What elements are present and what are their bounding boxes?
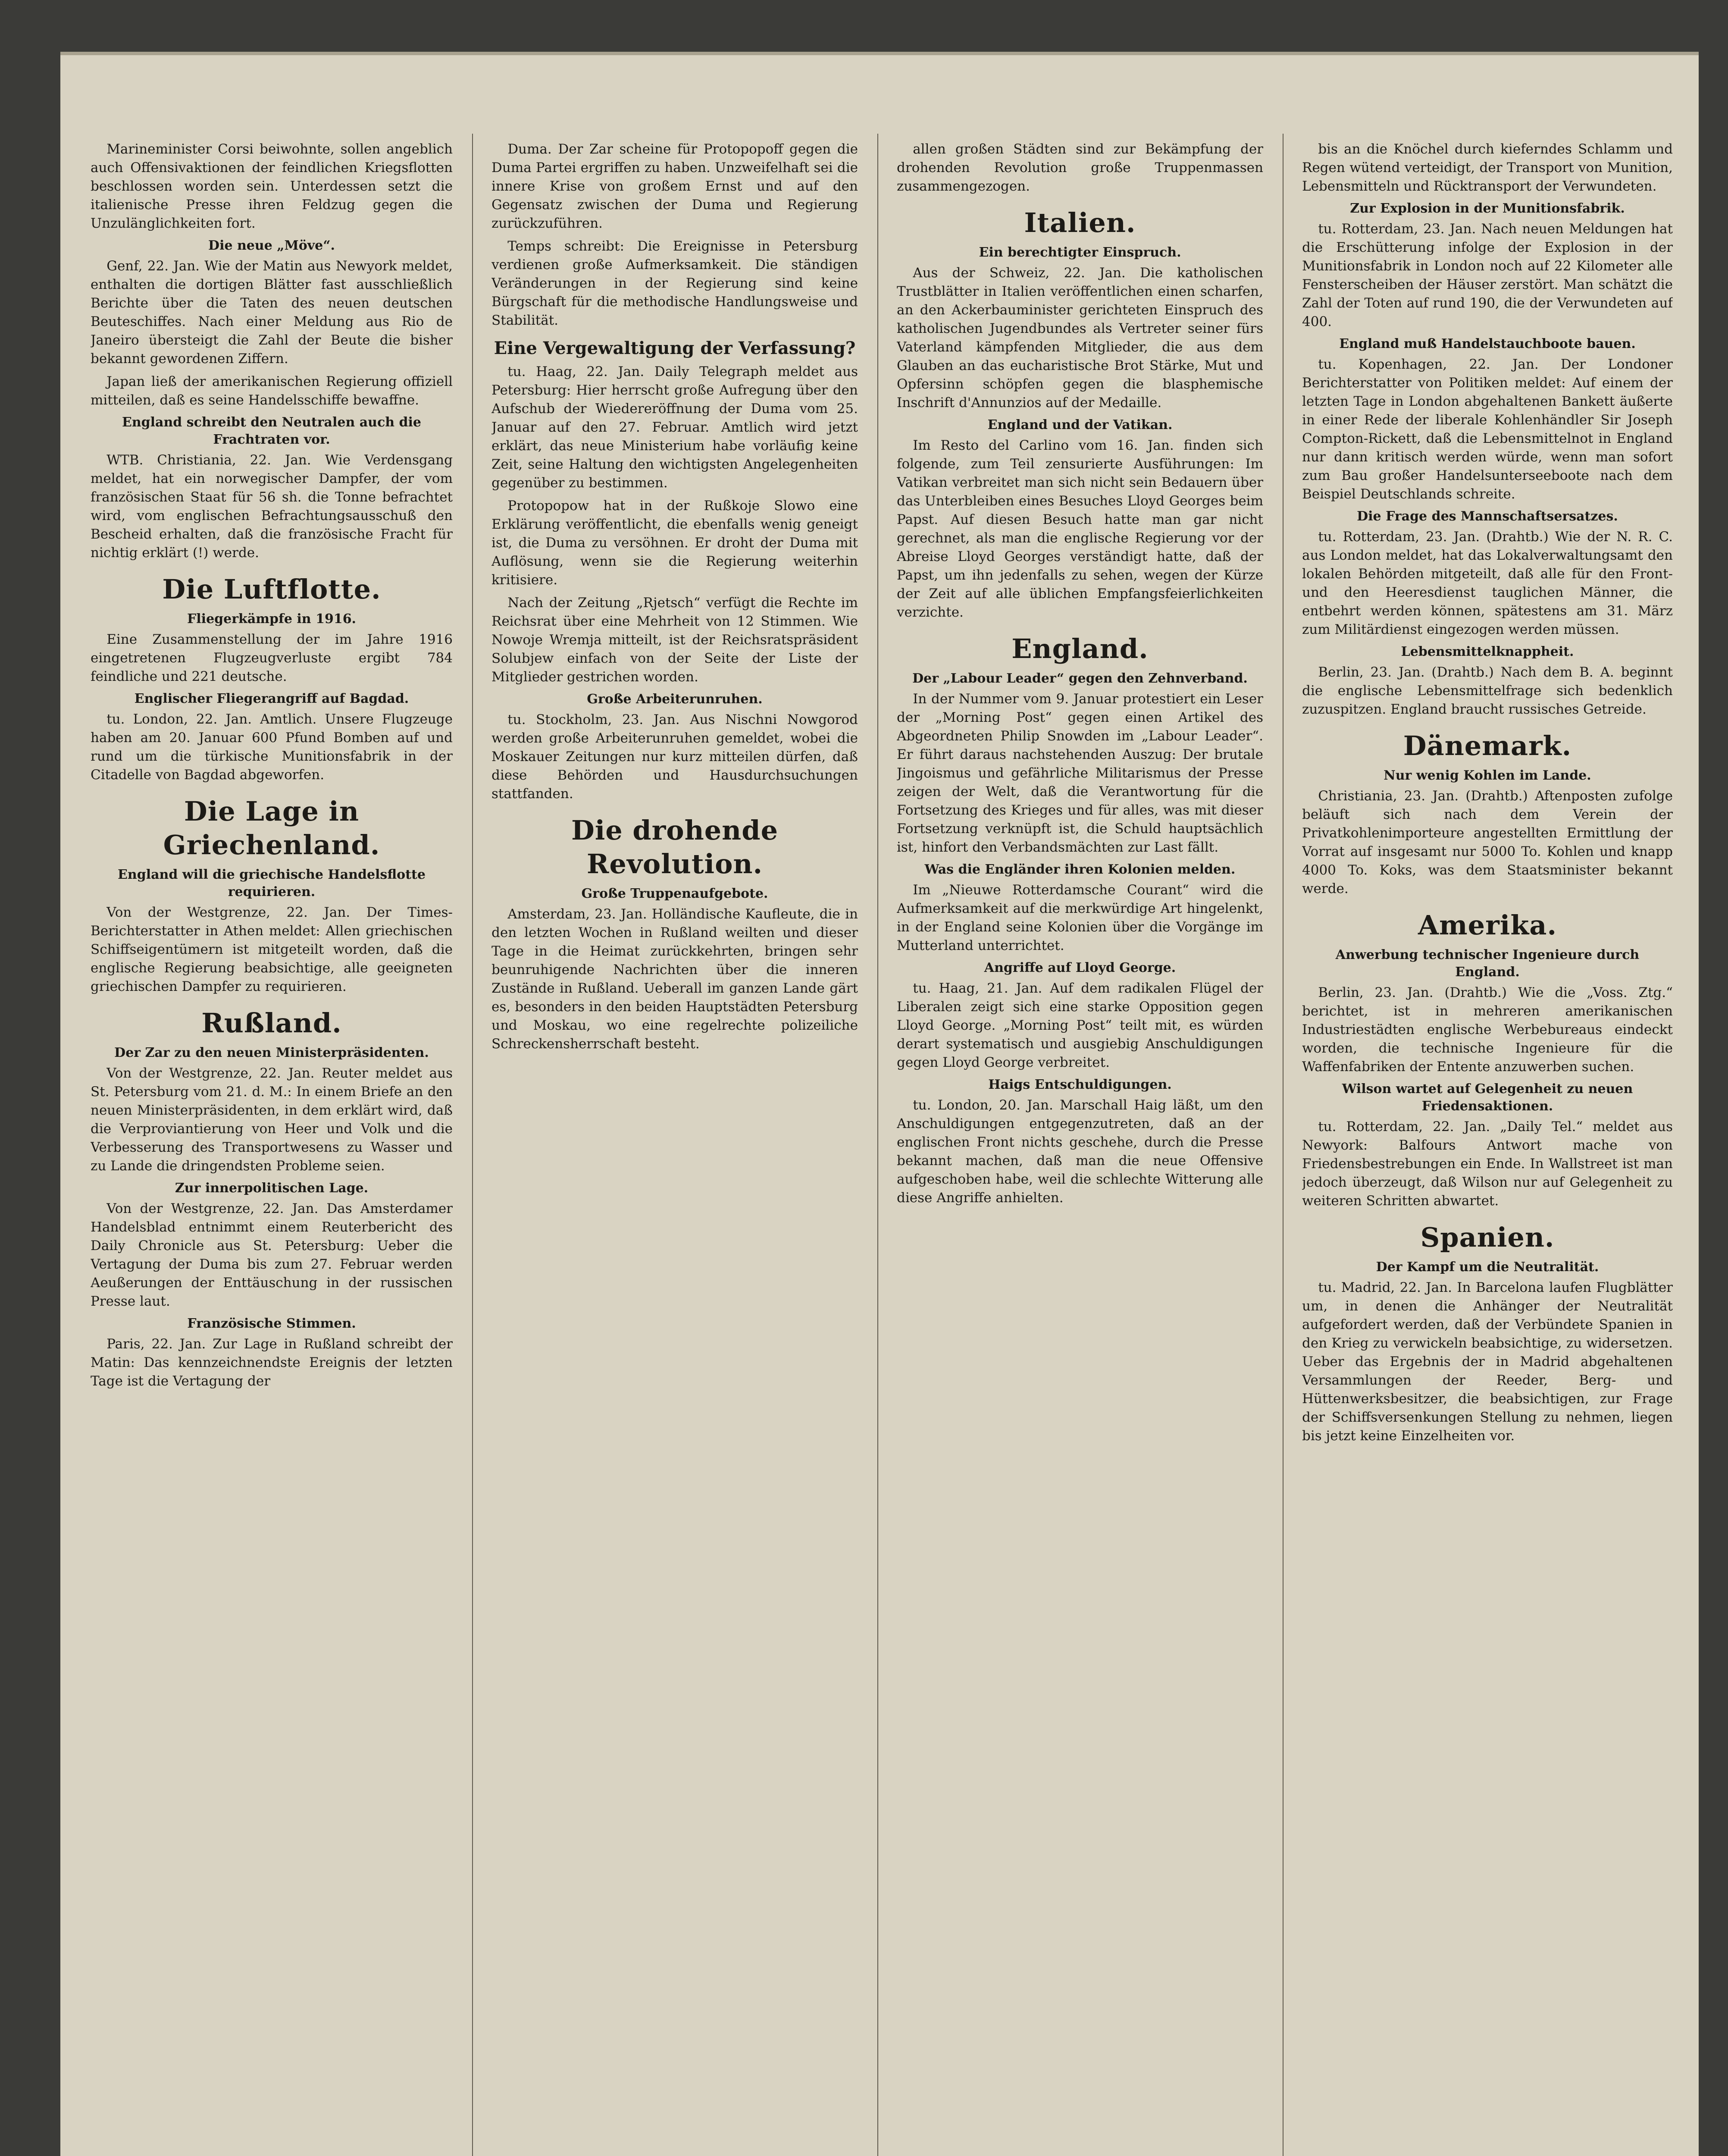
article-paragraph: tu. Rotterdam, 23. Jan. Nach neuen Meldungen hat die Erschütterung infolge der Explosion in der Munitionsfabrik in London noch auf 22 Kilometer alle Fensterscheiben der Häuser zerstört. Man schätzt die Zahl der Toten auf rund 190, die der Verwundeten auf 400. (1302, 221, 1673, 329)
article-subheading: Nur wenig Kohlen im Lande. (1384, 768, 1591, 783)
article-paragraph: Protopopow hat in der Rußkoje Slowo eine Erklärung veröffentlicht, die ebenfalls wenig geneigt ist, die Duma zu versöhnen. Er droht der Duma mit Auflösung, wenn sie die Regierung weiterhin kritisiere. (491, 498, 858, 588)
article-subheading: Die Frage des Mannschaftsersatzes. (1357, 509, 1618, 524)
article-paragraph: Christiania, 23. Jan. (Drahtb.) Aftenposten zufolge beläuft sich nach dem Verein der Privatkohlenimporteure angestellten Ermittlung der Vorrat auf insgesamt nur 5000 To. Kohlen und knapp 4000 To. Koks, was dem Staatsminister bekannt werde. (1302, 788, 1673, 896)
newspaper-page (60, 52, 1699, 2156)
column-1 (91, 140, 453, 2156)
article-subheading: Der Zar zu den neuen Ministerpräsidenten. (114, 1045, 429, 1060)
article-paragraph: tu. Haag, 21. Jan. Auf dem radikalen Flügel der Liberalen zeigt sich eine starke Opposition gegen Lloyd George. „Morning Post“ teilt mit, es würden derart systematisch und ausgiebig Anschuldigungen gegen Lloyd George verbreitet. (897, 981, 1263, 1070)
article-heading: Eine Vergewaltigung der Verfassung? (494, 338, 856, 358)
article-subheading: Zur Explosion in der Munitionsfabrik. (1350, 201, 1625, 216)
section-heading: Die drohende Revolution. (571, 815, 779, 880)
article-subheading: Lebensmittelknappheit. (1401, 644, 1574, 659)
article-subheading: England will die griechische Handelsflotte requirieren. (118, 867, 426, 899)
section-heading: Die Luftflotte. (162, 573, 381, 605)
article-subheading: Englischer Fliegerangriff auf Bagdad. (134, 691, 409, 706)
column-3 (897, 140, 1263, 2156)
article-paragraph: Genf, 22. Jan. Wie der Matin aus Newyork meldet, enthalten die dortigen Blätter fast ausschließlich Berichte über die Taten des neuen deutschen Beuteschiffes. Nach einer Meldung aus Rio de Janeiro übersteigt die Zahl der Beute die bisher bekannt gewordenen Ziffern. (91, 258, 453, 367)
section-heading: Rußland. (201, 1007, 342, 1039)
column-2 (491, 140, 858, 2156)
article-subheading: Wilson wartet auf Gelegenheit zu neuen Friedensaktionen. (1342, 1081, 1633, 1114)
article-paragraph: Berlin, 23. Jan. (Drahtb.) Nach dem B. A. beginnt die englische Lebensmittelfrage sich bedenklich zuzuspitzen. England braucht russisches Getreide. (1302, 664, 1673, 717)
article-paragraph: Im Resto del Carlino vom 16. Jan. finden sich folgende, zum Teil zensurierte Ausführungen: Im Vatikan verbreitet man sich nicht sein Bedauern über das Unterbleiben eines Besuches Lloyd Georges beim Papst. Auf diesen Besuch hatte man gar nicht gerechnet, als man die englische Regierung vor der Abreise Lloyd Georges verständigt hatte, daß der Papst, um ihn jedenfalls zu sehen, wegen der Kürze der Zeit auf alle üblichen Empfangsfeierlichkeiten verzichte. (897, 438, 1263, 620)
section-heading: Italien. (1024, 207, 1136, 238)
article-subheading: Französische Stimmen. (187, 1316, 356, 1331)
article-paragraph: Nach der Zeitung „Rjetsch“ verfügt die Rechte im Reichsrat über eine Mehrheit von 12 Stimmen. Wie Nowoje Wremja mitteilt, ist der Reichsratspräsident Solubjew einfach von der Seite der Liste der Mitglieder gestrichen worden. (491, 595, 858, 685)
article-paragraph: In der Nummer vom 9. Januar protestiert ein Leser der „Morning Post“ gegen einen Artikel des Abgeordneten Philip Snowden im „Labour Leader“. Er führt daraus nachstehenden Auszug: Der brutale Jingoismus und gefährliche Militarismus der Presse zeigen der Welt, daß die Verantwortung für die Fortsetzung des Krieges und für alles, was mit dieser Fortsetzung verknüpft ist, die Schuld hauptsächlich ist, hinfort den Verbandsmächten zur Last fällt. (897, 691, 1263, 855)
article-subheading: Was die Engländer ihren Kolonien melden. (924, 862, 1236, 877)
paper-edge (60, 52, 1699, 55)
article-paragraph: tu. Haag, 22. Jan. Daily Telegraph meldet aus Petersburg: Hier herrscht große Aufregung über den Aufschub der Wiedereröffnung der Duma vom 25. Januar auf den 27. Februar. Amtlich wird jetzt erklärt, das neue Ministerium habe vorläufig keine Zeit, seine Haltung den wichtigsten Angelegenheiten gegenüber zu bestimmen. (491, 364, 858, 491)
article-subheading: Der Kampf um die Neutralität. (1376, 1260, 1599, 1275)
article-subheading: Große Truppenaufgebote. (581, 886, 768, 901)
column-4 (1302, 140, 1673, 2156)
article-paragraph: Berlin, 23. Jan. (Drahtb.) Wie die „Voss. Ztg.“ berichtet, ist in mehreren amerikanischen Industriestädten englische Werbebureaus eindeckt worden, die technische Ingenieure für die Waffenfabriken der Entente anzuwerben suchen. (1302, 985, 1673, 1075)
article-subheading: Fliegerkämpfe in 1916. (187, 611, 357, 627)
section-heading: Spanien. (1420, 1222, 1555, 1253)
section-heading: Amerika. (1418, 909, 1557, 941)
article-subheading: England und der Vatikan. (987, 417, 1173, 432)
article-subheading: Große Arbeiterunruhen. (587, 692, 763, 707)
article-paragraph: tu. London, 22. Jan. Amtlich. Unsere Flugzeuge haben am 20. Januar 600 Pfund Bomben auf und rund um die türkische Munitionsfabrik in der Citadelle von Bagdad abgeworfen. (91, 711, 453, 783)
article-paragraph: WTB. Christiania, 22. Jan. Wie Verdensgang meldet, hat ein norwegischer Dampfer, der vom französischen Staat für 56 sh. die Tonne befrachtet wird, vom englischen Befrachtungsausschuß den Bescheid erhalten, daß die französische Fracht für nichtig erklärt (!) werde. (91, 452, 453, 561)
article-subheading: Anwerbung technischer Ingenieure durch England. (1335, 947, 1640, 980)
column-rule (877, 134, 878, 2156)
article-paragraph: Amsterdam, 23. Jan. Holländische Kaufleute, die in den letzten Wochen in Rußland weilten und dieser Tage in die Heimat zurückkehrten, bringen sehr beunruhigende Nachrichten über die inneren Zustände in Rußland. Ueberall im ganzen Lande gärt es, besonders in den beiden Hauptstädten Petersburg und Moskau, wo eine regelrechte polizeiliche Schreckensherrschaft besteht. (491, 906, 858, 1052)
article-subheading: England schreibt den Neutralen auch die Frachtraten vor. (122, 415, 421, 447)
article-subheading: England muß Handelstauchboote bauen. (1339, 336, 1636, 351)
section-heading: Dänemark. (1403, 730, 1572, 761)
article-paragraph: Von der Westgrenze, 22. Jan. Reuter meldet aus St. Petersburg vom 21. d. M.: In einem Briefe an den neuen Ministerpräsidenten, in dem erklärt wird, daß die Verproviantierung von Heer und Volk und die Verbesserung des Transportwesens zu Wasser und zu Lande die dringendsten Probleme seien. (91, 1065, 453, 1174)
article-subheading: Der „Labour Leader“ gegen den Zehnverband. (912, 671, 1248, 686)
article-paragraph: Marineminister Corsi beiwohnte, sollen angeblich auch Offensivaktionen der feindlichen Kriegsflotten beschlossen worden sein. Unterdessen setzt die italienische Presse ihren Feldzug gegen die Unzulänglichkeiten fort. (91, 141, 453, 231)
article-paragraph: tu. Rotterdam, 23. Jan. (Drahtb.) Wie der N. R. C. aus London meldet, hat das Lokalverwaltungsamt den lokalen Behörden mitgeteilt, daß alle für den Front- und den Heeresdienst tauglichen Männer, die entbehrt werden können, spätestens am 31. März zum Militärdienst eingezogen werden müssen. (1302, 529, 1673, 637)
article-paragraph: Im „Nieuwe Rotterdamsche Courant“ wird die Aufmerksamkeit auf die merkwürdige Art hingelenkt, in der England seine Kolonien über die Vorgänge im Mutterland unterrichtet. (897, 882, 1263, 953)
article-paragraph: Duma. Der Zar scheine für Protopopoff gegen die Duma Partei ergriffen zu haben. Unzweifelhaft sei die innere Krise von großem Ernst und auf den Gegensatz zwischen der Duma und Regierung zurückzuführen. (491, 141, 858, 231)
article-paragraph: tu. Kopenhagen, 22. Jan. Der Londoner Berichterstatter von Politiken meldet: Auf einem der letzten Tage in London abgehaltenen Bankett äußerte in einer Rede der liberale Kohlenhändler Sir Joseph Compton-Rickett, daß die Lebensmittelnot in England nur dann kritisch werden würde, wenn man sofort zum Bau großer Handelsunterseeboote nach dem Beispiel Deutschlands schreite. (1302, 357, 1673, 502)
article-paragraph: tu. Stockholm, 23. Jan. Aus Nischni Nowgorod werden große Arbeiterunruhen gemeldet, wobei die Moskauer Zeitungen nur kurz mitteilen dürfen, daß diese Behörden und Hausdurchsuchungen stattfanden. (491, 712, 858, 802)
article-paragraph: tu. Rotterdam, 22. Jan. „Daily Tel.“ meldet aus Newyork: Balfours Antwort mache von Friedensbestrebungen ein Ende. In Wallstreet ist man jedoch überzeugt, daß Wilson nur auf Gelegenheit zu weiteren Schritten abwartet. (1302, 1119, 1673, 1209)
article-paragraph: bis an die Knöchel durch kieferndes Schlamm und Regen wütend verteidigt, der Transport von Munition, Lebensmitteln und Rücktransport der Verwundeten. (1302, 141, 1673, 194)
article-paragraph: tu. Madrid, 22. Jan. In Barcelona laufen Flugblätter um, in denen die Anhänger der Neutralität aufgefordert werden, daß der Verbündete Spanien in den Krieg zu verwickeln beabsichtige, zu widersetzen. Ueber das Ergebnis der in Madrid abgehaltenen Versammlungen der Reeder, Berg- und Hüttenwerksbesitzer, die beabsichtigen, zur Frage der Schiffsversenkungen Stellung zu nehmen, liegen bis jetzt keine Einzelheiten vor. (1302, 1280, 1673, 1444)
column-rule (472, 134, 473, 2156)
article-subheading: Haigs Entschuldigungen. (988, 1077, 1172, 1092)
article-paragraph: Japan ließ der amerikanischen Regierung offiziell mitteilen, daß es seine Handelsschiffe bewaffne. (91, 374, 453, 408)
article-subheading: Angriffe auf Lloyd George. (984, 960, 1176, 975)
article-subheading: Ein berechtigter Einspruch. (979, 245, 1181, 260)
article-paragraph: Eine Zusammenstellung der im Jahre 1916 eingetretenen Flugzeugverluste ergibt 784 feindliche und 221 deutsche. (91, 632, 453, 684)
article-paragraph: Paris, 22. Jan. Zur Lage in Rußland schreibt der Matin: Das kennzeichnendste Ereignis der letzten Tage ist die Vertagung der (91, 1336, 453, 1389)
article-subheading: Die neue „Möve“. (208, 238, 335, 253)
article-subheading: Zur innerpolitischen Lage. (175, 1181, 369, 1196)
article-paragraph: tu. London, 20. Jan. Marschall Haig läßt, um den Anschuldigungen entgegenzutreten, daß an der englischen Front nichts geschehe, durch die Presse bekannt machen, daß man die neue Offensive aufgeschoben habe, weil die schlechte Witterung alle diese Angriffe anhielten. (897, 1097, 1263, 1206)
section-heading: Die Lage in Griechenland. (163, 796, 380, 861)
section-heading: England. (1011, 633, 1149, 664)
article-paragraph: Temps schreibt: Die Ereignisse in Petersburg verdienen große Aufmerksamkeit. Die ständigen Veränderungen in der Regierung sind keine Bürgschaft für die methodische Handlungsweise und Stabilität. (491, 238, 858, 328)
article-paragraph: Von der Westgrenze, 22. Jan. Das Amsterdamer Handelsblad entnimmt einem Reuterbericht des Daily Chronicle aus St. Petersburg: Ueber die Vertagung der Duma bis zum 27. Februar werden Aeußerungen der Enttäuschung in der russischen Presse laut. (91, 1201, 453, 1309)
article-paragraph: Aus der Schweiz, 22. Jan. Die katholischen Trustblätter in Italien veröffentlichen einen scharfen, an den Ackerbauminister gerichteten Einspruch des katholischen Jugendbundes als Vertreter seiner fürs Vaterland kämpfenden Mitglieder, die aus dem Glauben an das eucharistische Brot Stärke, Mut und Opfersinn schöpfen gegen die blasphemische Inschrift d'Annunzios auf der Medaille. (897, 265, 1263, 411)
article-paragraph: Von der Westgrenze, 22. Jan. Der Times-Berichterstatter in Athen meldet: Allen griechischen Schiffseigentümern ist mitgeteilt worden, daß die englische Regierung beabsichtige, alle geeigneten griechischen Dampfer zu requirieren. (91, 905, 453, 994)
article-paragraph: allen großen Städten sind zur Bekämpfung der drohenden Revolution große Truppenmassen zusammengezogen. (897, 141, 1263, 194)
